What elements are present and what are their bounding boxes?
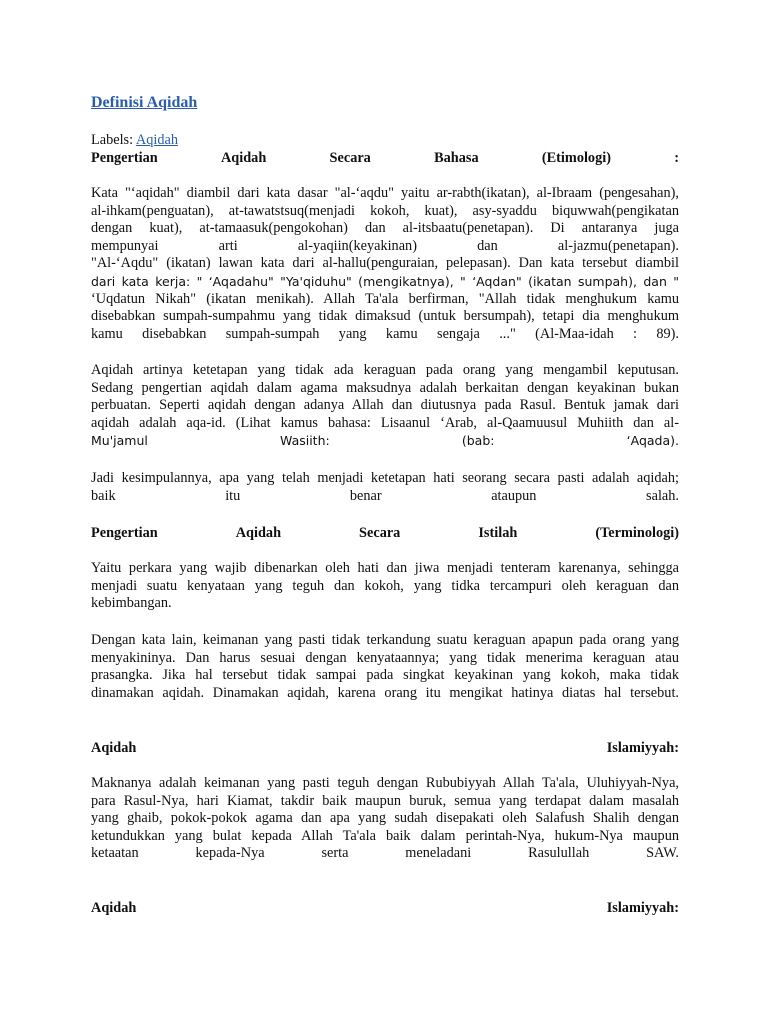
heading-word: Islamiyyah: — [606, 740, 679, 756]
text-line: Mu'jamul Wasiith: (bab: ‘Aqada). — [91, 433, 679, 449]
text-line: mempunyai arti al-yaqiin(keyakinan) dan al-jazmu(penetapan). — [91, 237, 679, 254]
post-title[interactable]: Definisi Aqidah — [91, 94, 198, 111]
text-line: ketundukkan yang bulat kepada Allah Ta'ala baik dalam perintah-Nya, hukum-Nya maupun — [91, 827, 679, 844]
heading-word: (Terminologi) — [595, 525, 679, 541]
text-line: Kata "‘aqidah" diambil dari kata dasar "al-‘aqdu" yaitu ar-rabth(ikatan), al-Ibraam (pengesahan), — [91, 185, 679, 201]
text-line: Aqidah artinya ketetapan yang tidak ada keraguan pada orang yang mengambil keputusan. — [91, 362, 679, 378]
heading-word: : — [674, 150, 679, 166]
heading-aqidah-islamiyyah — [91, 740, 679, 758]
heading-word: Pengertian — [91, 150, 158, 166]
text-line: kamu disebabkan sumpah-sumpah yang kamu sengaja ..." (Al-Maa-idah : 89). — [91, 325, 679, 342]
text-line: Jadi kesimpulannya, apa yang telah menjadi ketetapan hati seorang secara pasti adalah aqidah; — [91, 470, 679, 486]
label-link-aqidah[interactable]: Aqidah — [135, 132, 178, 148]
text-line: menjadi suatu kenyataan yang teguh dan kokoh, yang tidka tercampuri oleh keraguan dan — [91, 577, 679, 594]
heading-word: Bahasa — [434, 150, 479, 166]
labels-line — [91, 132, 178, 150]
heading-word: Aqidah — [91, 900, 137, 916]
text-line: menyakininya. Dan harus sesuai dengan kenyataannya; yang tidak menerima keraguan atau — [91, 649, 679, 666]
heading-word: Pengertian — [91, 525, 158, 541]
text-line: Dengan kata lain, keimanan yang pasti tidak terkandung suatu keraguan apapun pada orang yang — [91, 632, 679, 648]
heading-word: Aqidah — [91, 740, 137, 756]
paragraph-kesimpulan — [91, 470, 679, 505]
heading-word: Secara — [329, 150, 371, 166]
paragraph-etimologi — [91, 185, 679, 343]
text-line: ‘Uqdatun Nikah" (ikatan menikah). Allah Ta'ala berfirman, "Allah tidak menghukum kamu — [91, 290, 679, 307]
heading-word: Secara — [359, 525, 401, 541]
heading-word: Istilah — [478, 525, 518, 541]
heading-word: Aqidah — [235, 525, 282, 541]
paragraph-kata-lain — [91, 632, 679, 702]
text-line: dinamakan aqidah. Dinamakan aqidah, karena orang itu mengikat hatinya diatas hal tersebut. — [91, 684, 679, 701]
heading-word: (Etimologi) — [541, 150, 611, 166]
text-line: dengan kuat), at-tamaasuk(pengokohan) dan al-itsbaatu(penetapan). Di antaranya juga — [91, 220, 679, 237]
paragraph-terminologi — [91, 560, 679, 613]
text-line: "Al-‘Aqdu" (ikatan) lawan kata dari al-hallu(penguraian, pelepasan). Dan kata tersebut diambil — [91, 255, 679, 272]
paragraph-aqidah-artinya — [91, 362, 679, 450]
text-line: prasangka. Jika hal tersebut tidak sampai pada singkat keyakinan yang kokoh, maka tidak — [91, 667, 679, 684]
heading-etimologi — [91, 150, 679, 168]
heading-word: Aqidah — [220, 150, 267, 166]
text-line: disebabkan sumpah-sumpahmu yang tidak dimaksud (untuk bersumpah), tetapi dia menghukum — [91, 308, 679, 325]
paragraph-maknanya — [91, 775, 679, 863]
text-line: dari kata kerja: " ‘Aqadahu" "Ya'qiduhu" (mengikatnya), " ‘Aqdan" (ikatan sumpah), dan " — [91, 273, 679, 289]
text-line: yang ghaib, pokok-pokok agama dan apa yang sudah disepakati oleh Salafush Shalih dengan — [91, 810, 679, 827]
labels-prefix: Labels: — [91, 132, 136, 148]
text-line: Sedang pengertian aqidah dalam agama maksudnya adalah berkaitan dengan keyakinan bukan — [91, 379, 679, 396]
text-line: baik itu benar ataupun salah. — [91, 487, 679, 504]
heading-terminologi — [91, 525, 679, 543]
text-line: perbuatan. Seperti aqidah dengan adanya Allah dan diutusnya pada Rasul. Bentuk jamak dari — [91, 397, 679, 414]
text-line: aqidah adalah aqa-id. (Lihat kamus bahasa: Lisaanul ‘Arab, al-Qaamuusul Muhiith dan al- — [91, 414, 679, 431]
text-line: ketaatan kepada-Nya serta meneladani Rasulullah SAW. — [91, 845, 679, 862]
heading-word: Islamiyyah: — [606, 900, 679, 916]
text-line: Yaitu perkara yang wajib dibenarkan oleh hati dan jiwa menjadi tenteram karenanya, sehingga — [91, 560, 679, 576]
text-line: para Rasul-Nya, hari Kiamat, takdir baik maupun buruk, semua yang terdapat dalam masalah — [91, 792, 679, 809]
text-line: al-ihkam(penguatan), at-tawatstsuq(menjadi kokoh, kuat), asy-syaddu biquwwah(pengikatan — [91, 202, 679, 219]
text-line: kebimbangan. — [91, 595, 172, 612]
text-line: Maknanya adalah keimanan yang pasti teguh dengan Rububiyyah Allah Ta'ala, Uluhiyyah-Nya, — [91, 775, 679, 791]
heading-aqidah-islamiyyah-2 — [91, 900, 679, 918]
